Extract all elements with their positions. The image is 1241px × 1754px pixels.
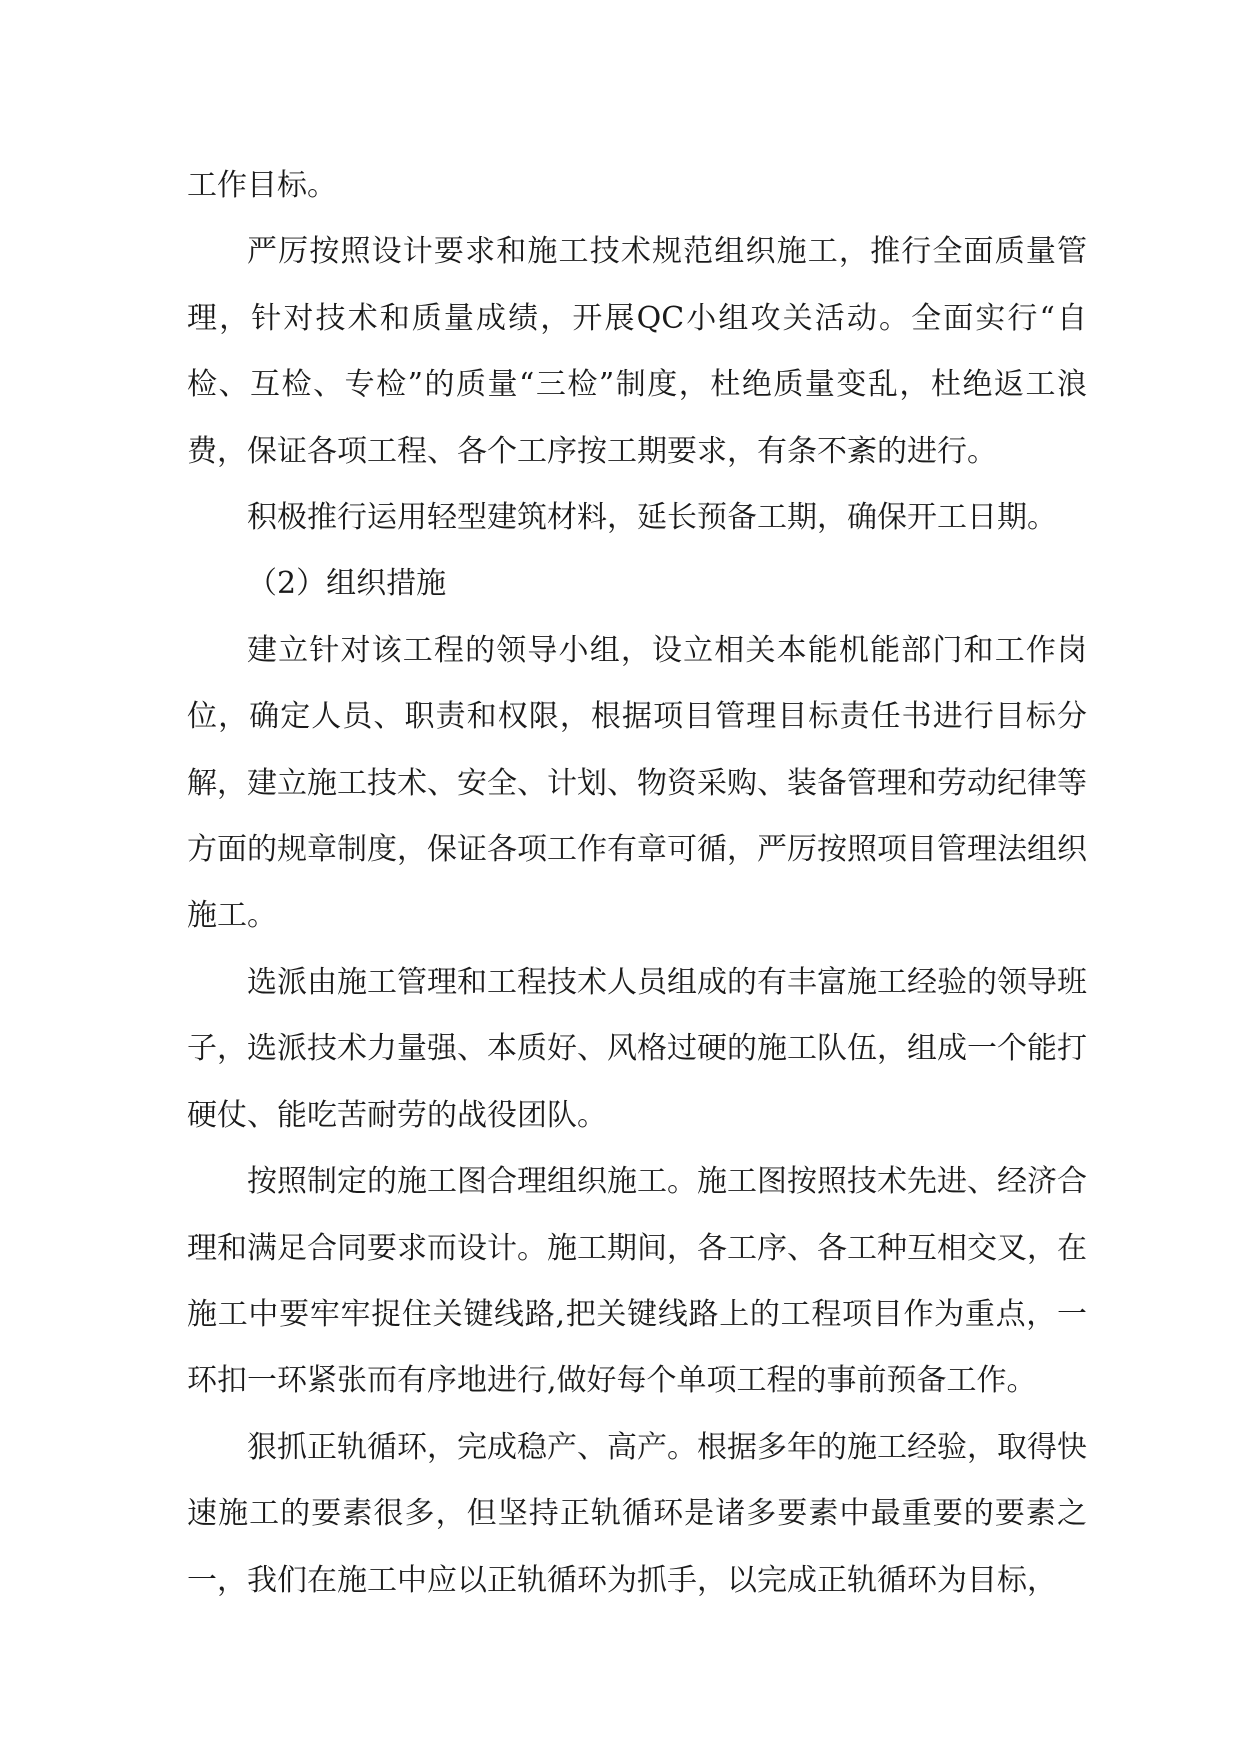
paragraph-continuation: 工作目标。 bbox=[187, 168, 337, 203]
section-heading-organization: （2）组织措施 bbox=[247, 566, 447, 602]
paragraph-materials: 积极推行运用轻型建筑材料，延长预备工期，确保开工日期。 bbox=[247, 500, 1057, 536]
body-text bbox=[187, 153, 1087, 1614]
paragraph-regular-cycle: 狠抓正轨循环，完成稳产、高产。根据多年的施工经验，取得快速施工的要素很多，但坚持正轨循环是诸多要素中最重要的要素之一，我们在施工中应以正轨循环为抓手，以完成正轨循环为目标， bbox=[187, 1429, 1087, 1598]
paragraph-leadership-group: 建立针对该工程的领导小组，设立相关本能机能部门和工作岗位，确定人员、职责和权限，根据项目管理目标责任书进行目标分解，建立施工技术、安全、计划、物资采购、装备管理和劳动纪律等方面的规章制度，保证各项工作有章可循，严厉按照项目管理法组织施工。 bbox=[187, 632, 1087, 934]
paragraph-quality-measures: 严厉按照设计要求和施工技术规范组织施工，推行全面质量管理，针对技术和质量成绩，开展QC小组攻关活动。全面实行“自检、互检、专检”的质量“三检”制度，杜绝质量变乱，杜绝返工浪费，保证各项工程、各个工序按工期要求，有条不紊的进行。 bbox=[187, 234, 1087, 469]
paragraph-team-selection: 选派由施工管理和工程技术人员组成的有丰富施工经验的领导班子，选派技术力量强、本质好、风格过硬的施工队伍，组成一个能打硬仗、能吃苦耐劳的战役团队。 bbox=[187, 964, 1087, 1133]
paragraph-construction-plan: 按照制定的施工图合理组织施工。施工图按照技术先进、经济合理和满足合同要求而设计。施工期间，各工序、各工种互相交叉，在施工中要牢牢捉住关键线路,把关键线路上的工程项目作为重点，一环扣一环紧张而有序地进行,做好每个单项工程的事前预备工作。 bbox=[187, 1164, 1087, 1399]
